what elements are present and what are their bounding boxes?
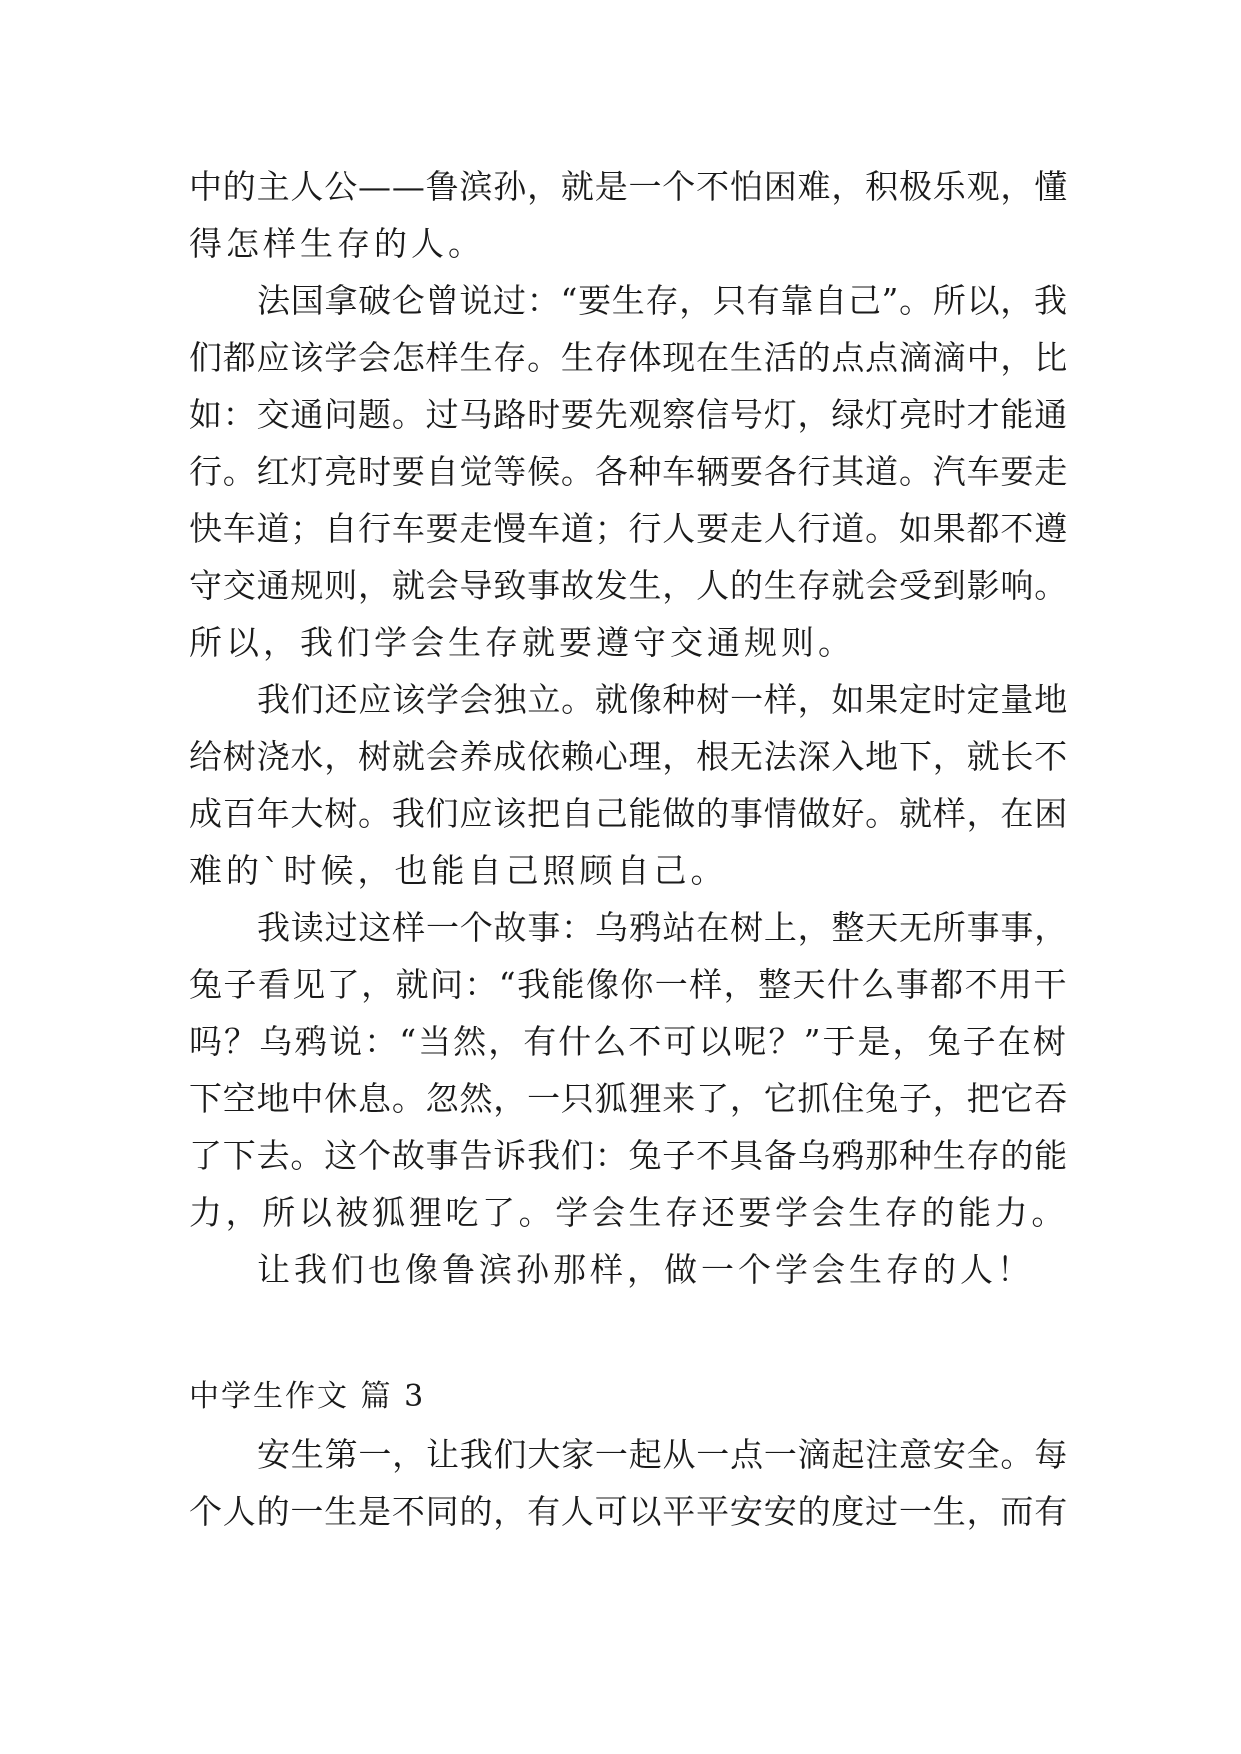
- text-line: 了下去。这个故事告诉我们：兔子不具备乌鸦那种生存的能: [189, 1136, 1068, 1175]
- text-line: 安生第一，让我们大家一起从一点一滴起注意安全。每: [257, 1435, 1068, 1474]
- text-line: 快车道；自行车要走慢车道；行人要走人行道。如果都不遵: [189, 509, 1068, 548]
- text-line: 如：交通问题。过马路时要先观察信号灯，绿灯亮时才能通: [189, 395, 1068, 434]
- text-line: 成百年大树。我们应该把自己能做的事情做好。就样，在困: [189, 794, 1068, 833]
- text-line: 行。红灯亮时要自觉等候。各种车辆要各行其道。汽车要走: [189, 452, 1068, 491]
- text-line: 给树浇水，树就会养成依赖心理，根无法深入地下，就长不: [189, 737, 1068, 776]
- text-line: 们都应该学会怎样生存。生存体现在生活的点点滴滴中，比: [189, 338, 1068, 377]
- text-line: 中的主人公——鲁滨孙，就是一个不怕困难，积极乐观，懂: [189, 167, 1068, 206]
- text-line: 个人的一生是不同的，有人可以平平安安的度过一生，而有: [189, 1492, 1068, 1531]
- text-line: 难的`时候，也能自己照顾自己。: [189, 851, 728, 890]
- text-line: 兔子看见了，就问：“我能像你一样，整天什么事都不用干: [189, 965, 1068, 1004]
- text-line: 下空地中休息。忽然，一只狐狸来了，它抓住兔子，把它吞: [189, 1079, 1068, 1118]
- text-line: 守交通规则，就会导致事故发生，人的生存就会受到影响。: [189, 566, 1068, 605]
- text-line: 我们还应该学会独立。就像种树一样，如果定时定量地: [257, 680, 1068, 719]
- text-line: 吗？乌鸦说：“当然，有什么不可以呢？”于是，兔子在树: [189, 1022, 1068, 1061]
- text-line: 法国拿破仑曾说过：“要生存，只有靠自己”。所以，我: [257, 281, 1068, 320]
- text-line: 得怎样生存的人。: [189, 224, 485, 263]
- text-line: 所以，我们学会生存就要遵守交通规则。: [189, 623, 855, 662]
- text-line: 我读过这样一个故事：乌鸦站在树上，整天无所事事，: [257, 908, 1068, 947]
- text-line: 让我们也像鲁滨孙那样，做一个学会生存的人！: [257, 1250, 1034, 1289]
- section-heading: 中学生作文 篇 3: [189, 1379, 426, 1414]
- text-line: 力，所以被狐狸吃了。学会生存还要学会生存的能力。: [189, 1193, 1068, 1232]
